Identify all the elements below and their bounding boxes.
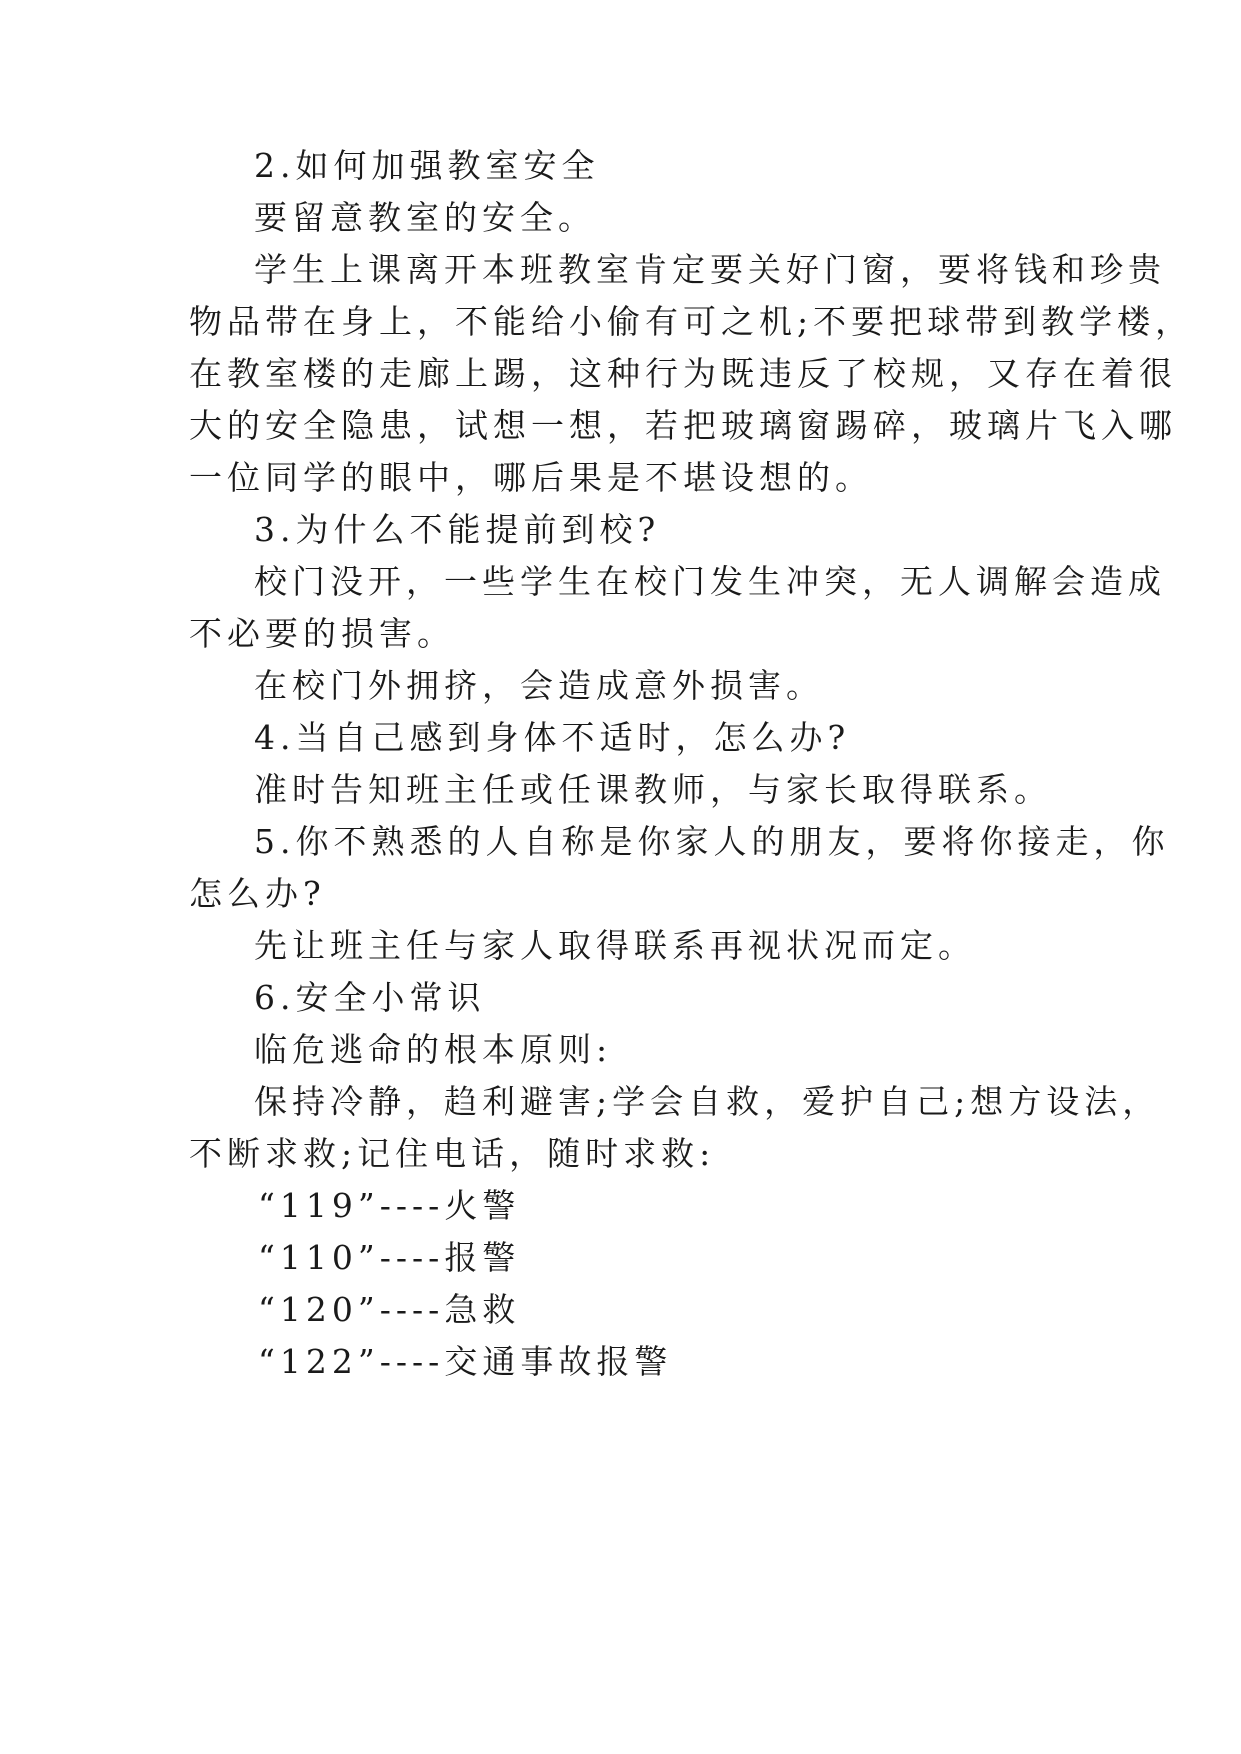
phone-number-fire: “119”----火警: [258, 1186, 521, 1225]
paragraph-line: 学生上课离开本班教室肯定要关好门窗，要将钱和珍贵: [254, 250, 1166, 289]
paragraph-line: 不断求救;记住电话，随时求救:: [189, 1134, 716, 1173]
paragraph-line: 在校门外拥挤，会造成意外损害。: [254, 666, 824, 705]
section-heading-early-arrival: 3.为什么不能提前到校?: [254, 510, 661, 549]
paragraph-line: 怎么办?: [189, 874, 326, 913]
paragraph-line: 保持冷静，趋利避害;学会自救，爱护自己;想方设法，: [254, 1082, 1161, 1121]
section-heading-safety-tips: 6.安全小常识: [254, 978, 486, 1017]
paragraph-line: 在教室楼的走廊上踢，这种行为既违反了校规，又存在着很: [189, 354, 1177, 393]
paragraph-line: 准时告知班主任或任课教师，与家长取得联系。: [254, 770, 1052, 809]
phone-number-ambulance: “120”----急救: [258, 1290, 521, 1329]
phone-number-traffic: “122”----交通事故报警: [258, 1342, 673, 1381]
section-heading-classroom-safety: 2.如何加强教室安全: [254, 146, 600, 185]
paragraph-line: 先让班主任与家人取得联系再视状况而定。: [254, 926, 976, 965]
paragraph-line: 物品带在身上，不能给小偷有可之机;不要把球带到教学楼，: [189, 302, 1194, 341]
paragraph-line: 校门没开，一些学生在校门发生冲突，无人调解会造成: [254, 562, 1166, 601]
section-heading-feeling-unwell: 4.当自己感到身体不适时，怎么办?: [254, 718, 851, 757]
paragraph-line: 大的安全隐患，试想一想，若把玻璃窗踢碎，玻璃片飞入哪: [189, 406, 1177, 445]
section-heading-stranger: 5.你不熟悉的人自称是你家人的朋友，要将你接走，你: [254, 822, 1170, 861]
paragraph-line: 不必要的损害。: [189, 614, 455, 653]
paragraph-line: 一位同学的眼中，哪后果是不堪设想的。: [189, 458, 873, 497]
paragraph-line: 临危逃命的根本原则:: [254, 1030, 613, 1069]
paragraph-line: 要留意教室的安全。: [254, 198, 596, 237]
phone-number-police: “110”----报警: [258, 1238, 521, 1277]
